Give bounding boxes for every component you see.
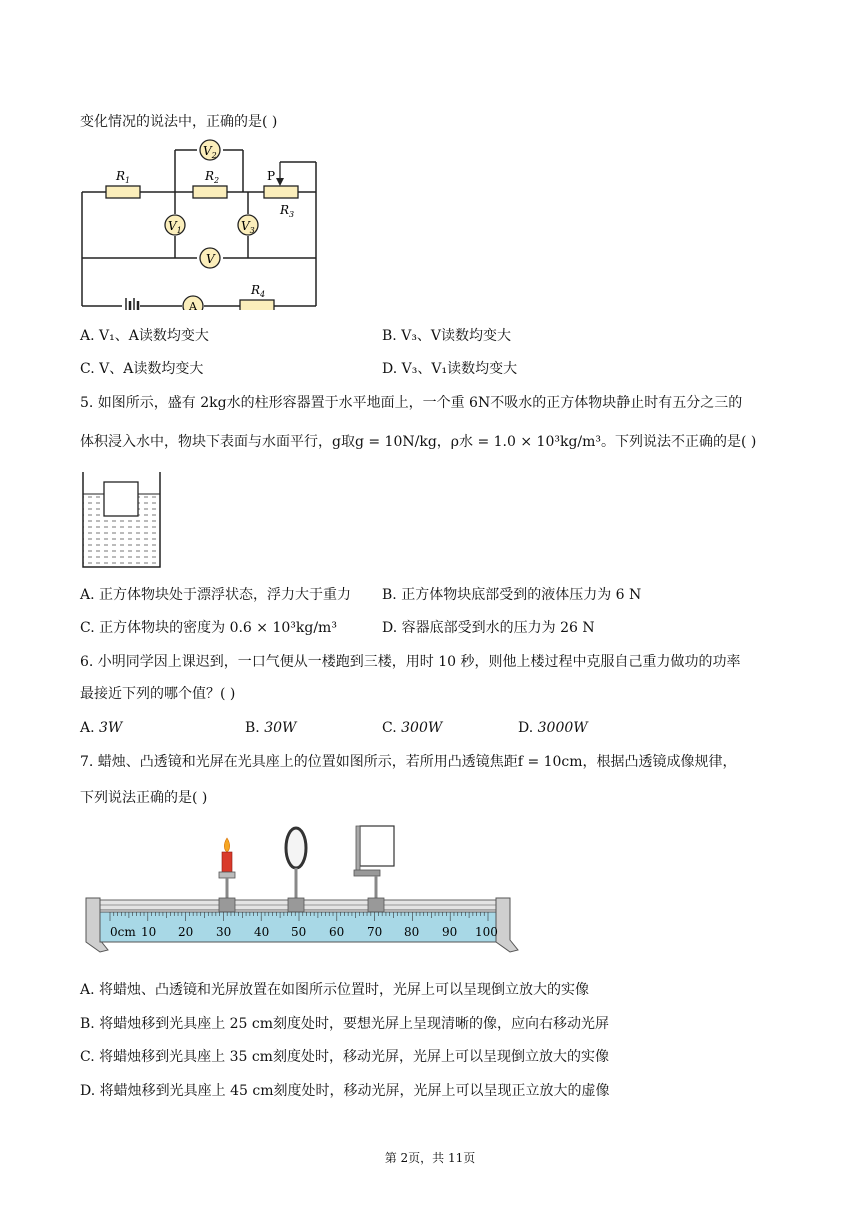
option-letter: C. xyxy=(80,1049,95,1065)
v1-label: V xyxy=(168,219,177,233)
ruler-label-90: 90 xyxy=(442,925,458,939)
option-text: V、A读数均变大 xyxy=(99,361,204,377)
option-letter: D. xyxy=(382,361,398,377)
svg-text:R3: $R_3$ xyxy=(280,203,295,219)
svg-text:R2: $R_2$ xyxy=(205,169,220,185)
option-text: 正方体物块的密度为 0.6 × 10³kg/m³ xyxy=(99,620,337,636)
option-letter: B. xyxy=(245,720,260,736)
ruler-label-0: 0cm xyxy=(110,925,136,939)
v3-label: V xyxy=(241,219,250,233)
option-text: 30W xyxy=(264,720,297,736)
option-letter: C. xyxy=(80,361,95,377)
option-text: 3000W xyxy=(537,720,588,736)
q7-stem-line2: 下列说法正确的是( ) xyxy=(80,790,208,806)
svg-text:V1: $V_1$ xyxy=(168,219,182,235)
q7-option-c[interactable] xyxy=(80,1047,609,1067)
option-text: 正方体物块底部受到的液体压力为 6 N xyxy=(401,587,642,603)
option-letter: B. xyxy=(382,328,397,344)
ruler-label-30: 30 xyxy=(216,925,232,939)
q5-stem-line1: 5. 如图所示，盛有 2kg水的柱形容器置于水平地面上，一个重 6N不吸水的正方体物块静止时有五分之三的 xyxy=(80,395,743,411)
option-text: V₃、V读数均变大 xyxy=(401,328,512,344)
q7-option-b[interactable] xyxy=(80,1014,609,1034)
q4-option-c[interactable] xyxy=(80,359,203,379)
ruler-label-70: 70 xyxy=(367,925,383,939)
option-text: 将蜡烛移到光具座上 45 cm刻度处时，移动光屏，光屏上可以呈现正立放大的虚像 xyxy=(99,1083,610,1099)
option-letter: D. xyxy=(518,720,534,736)
r3-label: R xyxy=(280,203,290,217)
q7-stem-line1: 7. 蜡烛、凸透镜和光屏在光具座上的位置如图所示，若所用凸透镜焦距f = 10cm，根据凸透镜成像规律， xyxy=(80,754,737,770)
q6-option-b[interactable] xyxy=(245,718,296,738)
r4-label: R xyxy=(251,283,261,297)
option-text: 正方体物块处于漂浮状态，浮力大于重力 xyxy=(99,587,352,603)
q5-option-a[interactable] xyxy=(80,585,351,605)
option-letter: A. xyxy=(80,982,95,998)
container-diagram xyxy=(80,470,164,570)
option-letter: C. xyxy=(80,620,95,636)
v2-label: V xyxy=(203,144,212,158)
q5-option-d[interactable] xyxy=(382,618,595,638)
svg-text:R1: $R_1$ xyxy=(116,169,131,185)
ruler-label-60: 60 xyxy=(329,925,345,939)
ruler-label-80: 80 xyxy=(404,925,420,939)
option-text: 容器底部受到水的压力为 26 N xyxy=(401,620,595,636)
q6-option-a[interactable] xyxy=(80,718,122,738)
q5-option-b[interactable] xyxy=(382,585,641,605)
option-text: 300W xyxy=(401,720,443,736)
option-text: V₃、V₁读数均变大 xyxy=(401,361,518,377)
p-label: P xyxy=(267,169,276,183)
q5-option-c[interactable] xyxy=(80,618,337,638)
option-text: 3W xyxy=(99,720,123,736)
page-footer: 第 2页，共 11页 xyxy=(384,1151,476,1165)
svg-text:R4: $R_4$ xyxy=(251,283,266,299)
option-letter: A. xyxy=(80,720,95,736)
svg-text:V3: $V_3$ xyxy=(241,219,255,235)
ruler-label-40: 40 xyxy=(254,925,270,939)
ruler-label-100: 100 xyxy=(475,925,498,939)
ruler-label-50: 50 xyxy=(291,925,307,939)
option-letter: B. xyxy=(382,587,397,603)
ruler-label-10: 10 xyxy=(141,925,157,939)
option-letter: C. xyxy=(382,720,397,736)
option-letter: D. xyxy=(382,620,398,636)
option-letter: A. xyxy=(80,328,95,344)
q6-stem-line2: 最接近下列的哪个值？( ) xyxy=(80,686,236,702)
q6-stem-line1: 6. 小明同学因上课迟到，一口气便从一楼跑到三楼，用时 10 秒，则他上楼过程中克服自己重力做功的功率 xyxy=(80,654,741,670)
r2-label: R xyxy=(205,169,215,183)
ruler-label-20: 20 xyxy=(178,925,194,939)
q5-stem-line2: 体积浸入水中，物块下表面与水面平行，g取g = 10N/kg，ρ水 = 1.0 × 10³kg/m³。下列说法不正确的是( ) xyxy=(80,434,757,450)
option-text: 将蜡烛、凸透镜和光屏放置在如图所示位置时，光屏上可以呈现倒立放大的实像 xyxy=(99,982,590,998)
option-text: 将蜡烛移到光具座上 25 cm刻度处时，要想光屏上呈现清晰的像，应向右移动光屏 xyxy=(99,1016,610,1032)
svg-text:V2: $V_2$ xyxy=(203,144,217,160)
r1-label: R xyxy=(116,169,126,183)
a-label: A xyxy=(189,300,197,310)
option-letter: A. xyxy=(80,587,95,603)
q7-option-d[interactable] xyxy=(80,1081,609,1101)
q4-option-a[interactable] xyxy=(80,326,209,346)
circuit-diagram xyxy=(78,138,328,310)
q4-option-b[interactable] xyxy=(382,326,511,346)
option-letter: D. xyxy=(80,1083,96,1099)
option-text: 将蜡烛移到光具座上 35 cm刻度处时，移动光屏，光屏上可以呈现倒立放大的实像 xyxy=(99,1049,609,1065)
q6-option-d[interactable] xyxy=(518,718,588,738)
q4-stem-tail: 变化情况的说法中，正确的是( ) xyxy=(80,114,278,130)
q4-option-d[interactable] xyxy=(382,359,517,379)
q7-option-a[interactable] xyxy=(80,980,589,1000)
option-letter: B. xyxy=(80,1016,95,1032)
v-label: V xyxy=(206,252,215,266)
option-text: V₁、A读数均变大 xyxy=(99,328,209,344)
q6-option-c[interactable] xyxy=(382,718,442,738)
optical-bench-diagram xyxy=(78,820,520,962)
